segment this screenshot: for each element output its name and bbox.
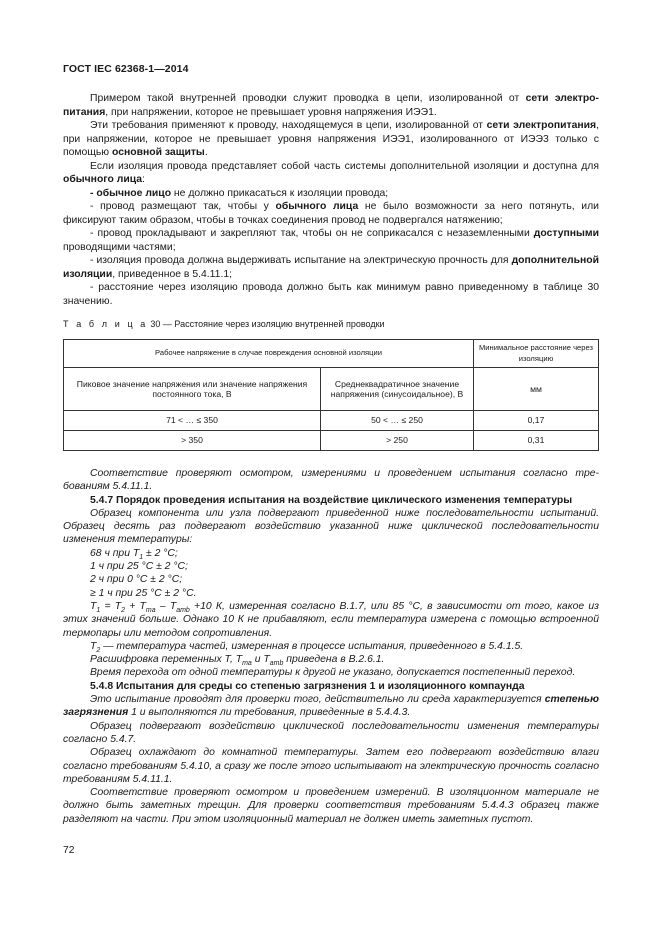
list-item bbox=[63, 187, 599, 201]
cycle-step bbox=[63, 547, 599, 560]
paragraph bbox=[63, 92, 599, 119]
subscript: amb bbox=[176, 607, 190, 615]
text-run: , приведенное в 5.4.11.1; bbox=[112, 268, 232, 280]
section-heading-5-4-8: 5.4.8 Испытания для среды со степенью загрязнения 1 и изоляционного компаунда bbox=[90, 680, 525, 692]
text-run: – Т bbox=[155, 600, 177, 612]
subscript: ma bbox=[242, 660, 252, 668]
list-item bbox=[63, 254, 599, 281]
table-row bbox=[64, 411, 599, 431]
header-working-voltage: Рабочее напряжение в случае повреждения основной изоляции bbox=[64, 340, 474, 368]
text-run: - изоляция провода должна выдерживать испытание на электрическую прочность для bbox=[90, 255, 512, 266]
term: обычное лицо bbox=[96, 187, 172, 199]
compliance-note: Соответствие проверяют осмотром, измерениями и проведением испытания согласно требованиям 5.4.11.1. bbox=[63, 468, 599, 493]
text-run: , при напряжении, которое не превышает уровня напряжения ИЭЭ1. bbox=[105, 106, 437, 118]
term: сети электропитания bbox=[486, 120, 597, 131]
cell-rms: 50 < … ≤ 250 bbox=[321, 411, 474, 431]
text-run: Это испытание проводят для проверки того, действительно ли среда характеризуется bbox=[90, 694, 545, 706]
term: дополнительной изоляции bbox=[63, 255, 599, 280]
text-run: приведена в В.2.6.1. bbox=[283, 654, 385, 666]
term: обычного лица bbox=[275, 201, 359, 212]
header-unit: мм bbox=[474, 368, 599, 411]
term: основной защиты bbox=[111, 147, 205, 158]
formula-paragraph bbox=[63, 600, 599, 640]
table-header-row bbox=[64, 368, 599, 411]
table-caption bbox=[63, 319, 385, 329]
text-run: не должно прикасаться к изоляции провода; bbox=[171, 187, 389, 199]
header-min-distance: Минимальное расстояние через изоляцию bbox=[474, 340, 599, 368]
page-number: 72 bbox=[63, 845, 75, 856]
text-run: 68 ч при Т bbox=[90, 547, 140, 559]
text-run: — температура частей, измеренная в процессе испытания, приведенного в 5.4.1.5. bbox=[100, 640, 524, 652]
cell-mm: 0,17 bbox=[474, 411, 599, 431]
term: степенью загрязнения bbox=[63, 694, 599, 719]
text-run: Примером такой внутренней проводки служит проводка в цепи, изолированной от bbox=[90, 93, 526, 104]
text-run: Если изоляция провода представляет собой часть системы дополнительной изоляции и доступна для bbox=[90, 160, 599, 172]
table-header-row bbox=[64, 340, 599, 368]
section-heading-5-4-7: 5.4.7 Порядок проведения испытания на воздействие циклического изменения температуры bbox=[90, 494, 573, 506]
cycle-step: ≥ 1 ч при 25 °С ± 2 °С. bbox=[90, 587, 197, 599]
text-run: проводящими частями; bbox=[63, 241, 176, 253]
text-run: : bbox=[142, 174, 145, 185]
list-item: - расстояние через изоляцию провода должно быть как минимум равно приведенному в таблице 30 значению. bbox=[63, 282, 599, 307]
text-run: - провод прокладывают и закрепляют так, чтобы он не соприкасался с незаземленными bbox=[90, 228, 534, 239]
header-peak-voltage: Пиковое значение напряжения или значение напряжения постоянного тока, В bbox=[64, 368, 321, 411]
text-run: = Т bbox=[100, 600, 122, 612]
list-item bbox=[63, 227, 599, 254]
subscript: 1 bbox=[139, 553, 144, 561]
paragraph bbox=[63, 693, 599, 720]
paragraph: Образец подвергают воздействию циклической последовательности изменения температуры согласно 5.4.7. bbox=[63, 720, 599, 745]
caption-text: 30 — Расстояние через изоляцию внутренней проводки bbox=[150, 319, 385, 329]
text-run: 1 и выполняются ли требования, приведенные в 5.4.4.3. bbox=[128, 707, 411, 719]
text-run: - провод размещают так, чтобы у bbox=[90, 201, 276, 212]
body-text bbox=[63, 92, 599, 308]
text-run: - bbox=[90, 187, 97, 199]
subscript: 2 bbox=[96, 646, 101, 654]
text-run: Т bbox=[90, 640, 97, 652]
text-run: не было возможности за него потянуть, или фиксируют таким образом, чтобы в точках соединения провод не подвергался натяжению; bbox=[63, 201, 599, 226]
paragraph bbox=[63, 653, 599, 666]
cell-mm: 0,31 bbox=[474, 431, 599, 451]
cycle-step: 1 ч при 25 °С ± 2 °С; bbox=[90, 561, 188, 573]
paragraph: Время перехода от одной температуры к другой не указано, допускается постепенный переход. bbox=[90, 667, 576, 679]
text-run: . bbox=[204, 147, 208, 158]
paragraph: Соответствие проверяют осмотром и проведением измерений. В изоляционном материале не должно быть заметных трещин. Для проверки соответствия требованиям 5.4.4.3 образец также разделяют на части. При этом изоляционный материал не должен иметь заметных пустот. bbox=[63, 787, 599, 825]
header-rms-voltage: Среднеквадратичное значение напряжения (синусоидальное), В bbox=[321, 368, 474, 411]
term: обычного лица bbox=[63, 174, 143, 185]
subscript: 2 bbox=[121, 607, 126, 615]
subscript: ma bbox=[145, 607, 156, 615]
text-run: +10 К, измеренная согласно В.1.7, или 85 °С, в зависимости от того, какое из этих значений больше. Однако 10 К не прибавляют, если температура измерена с помощью встроенной термопары или методом сопротивления. bbox=[63, 600, 599, 639]
text-run: Эти требования применяют к проводу, находящемуся в цепи, изолированной от bbox=[90, 120, 487, 131]
paragraph: Образец охлаждают до комнатной температуры. Затем его подвергают воздействию влаги согласно требованиям 5.4.10, а сразу же после этого испытывают на электрическую прочность согласно требованиям 5.4.11.1. bbox=[63, 747, 599, 785]
subscript: amb bbox=[269, 660, 284, 668]
term: сети электропитания bbox=[63, 93, 599, 118]
text-run: + Т bbox=[125, 600, 146, 612]
cell-rms: > 250 bbox=[321, 431, 474, 451]
term: доступными bbox=[533, 228, 599, 239]
text-run: Т bbox=[90, 600, 97, 612]
text-run: , при напряжении, которое не превышает уровня напряжения ИЭЭ1, изолированного от ИЭЭ3 только с помощью bbox=[63, 120, 599, 158]
cell-peak: 71 < … ≤ 350 bbox=[64, 411, 321, 431]
cell-peak: > 350 bbox=[64, 431, 321, 451]
text-run: и Т bbox=[251, 654, 270, 666]
paragraph: Образец компонента или узла подвергают приведенной ниже последовательности испытаний. Образец десять раз подвергают воздействию указанной ниже циклической последовательности изменения температуры: bbox=[63, 507, 599, 546]
text-run: Расшифровка переменных Т, Т bbox=[90, 654, 243, 666]
subscript: 1 bbox=[96, 607, 101, 615]
paragraph bbox=[63, 119, 599, 160]
table-30 bbox=[63, 339, 599, 451]
table-row bbox=[64, 431, 599, 451]
list-item bbox=[63, 200, 599, 227]
caption-label: Т а б л и ц а bbox=[63, 319, 148, 329]
paragraph bbox=[63, 640, 599, 653]
paragraph bbox=[63, 160, 599, 187]
cycle-step: 2 ч при 0 °С ± 2 °С; bbox=[90, 574, 183, 586]
section-5-4-7-5-4-8 bbox=[63, 467, 599, 826]
text-run: ± 2 °С; bbox=[143, 547, 178, 559]
document-header: ГОСТ IEC 62368-1—2014 bbox=[63, 63, 189, 75]
